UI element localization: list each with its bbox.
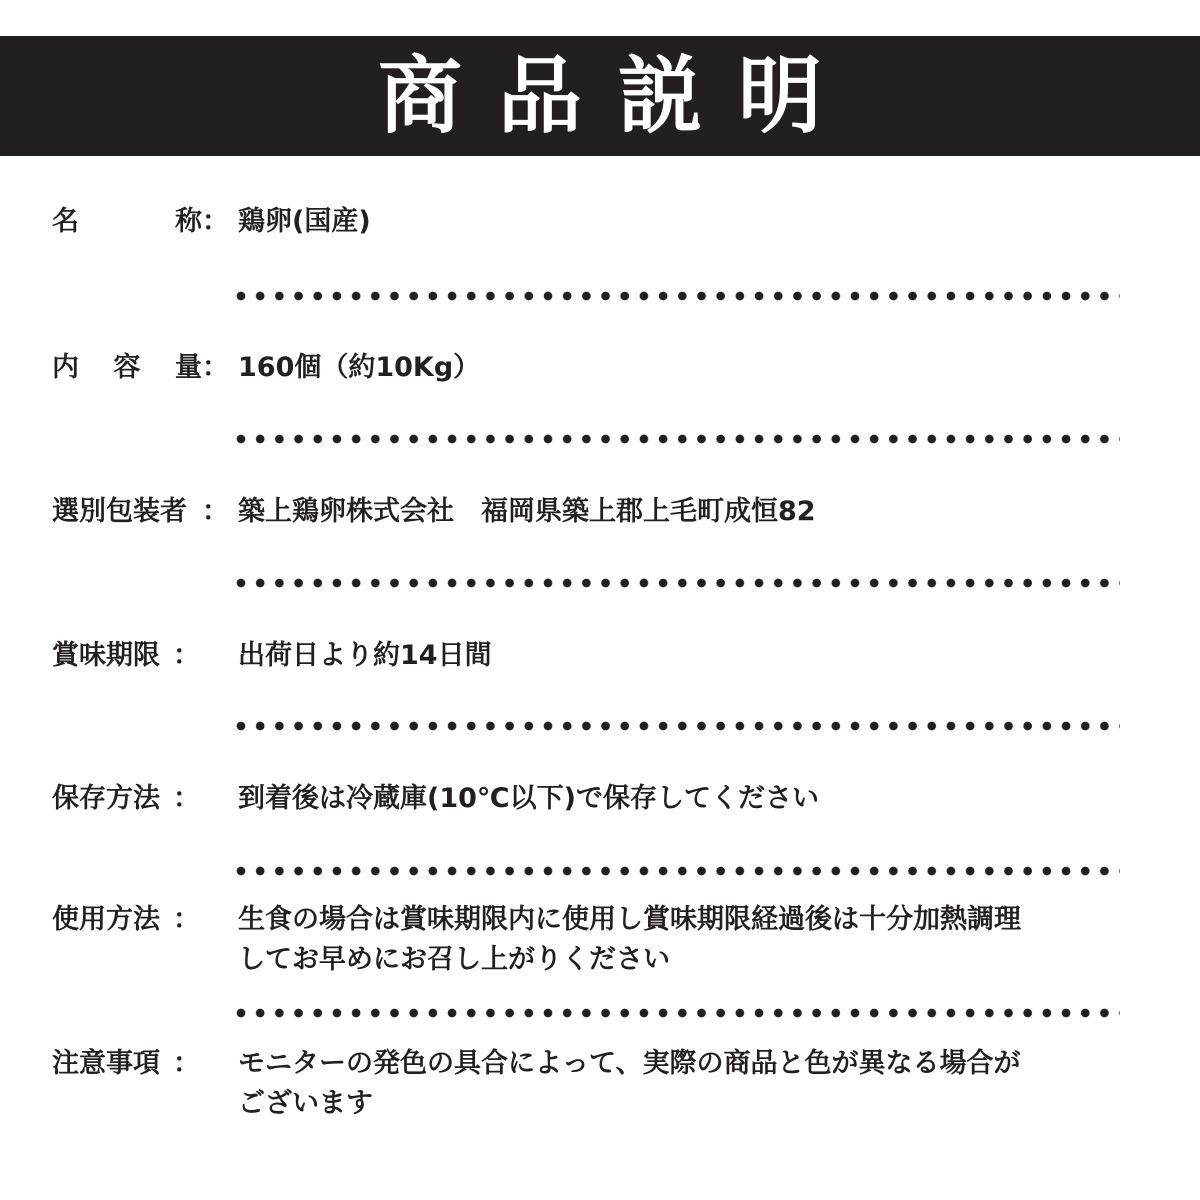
spec-value: 生食の場合は賞味期限内に使用し賞味期限経過後は十分加熱調理 してお早めにお召し上がりください [238, 904, 1021, 975]
spec-label: 賞味期限 [52, 640, 160, 671]
spec-label: 選別包装者 [52, 496, 187, 527]
page-title: 商品説明 [377, 47, 858, 145]
dotted-divider [236, 721, 1120, 731]
spec-colon: ： [173, 1048, 200, 1079]
spec-label: 注意事項 [52, 1048, 160, 1079]
dotted-divider [236, 434, 1120, 444]
dotted-divider [236, 1008, 1120, 1018]
spec-label: 保存方法 [52, 783, 160, 814]
spec-label: 内 容 量 [52, 352, 202, 383]
spec-colon: ： [202, 206, 229, 237]
spec-colon: ： [173, 640, 200, 671]
spec-value: 到着後は冷蔵庫(10℃以下)で保存してください [238, 783, 819, 814]
dotted-divider [236, 578, 1120, 588]
spec-value: 築上鶏卵株式会社 福岡県築上郡上毛町成恒82 [238, 496, 816, 527]
spec-value: 出荷日より約14日間 [238, 640, 492, 671]
spec-value: モニターの発色の具合によって、実際の商品と色が異なる場合が ございます [238, 1048, 1021, 1119]
spec-colon: ： [202, 352, 229, 383]
header-banner [0, 36, 1200, 156]
spec-value: 鶏卵(国産) [238, 206, 371, 237]
spec-label: 名 称 [52, 206, 202, 237]
spec-colon: ： [173, 783, 200, 814]
spec-value: 160個（約10Kg） [238, 352, 481, 383]
spec-colon: ： [202, 496, 229, 527]
dotted-divider [236, 866, 1120, 876]
dotted-divider [236, 291, 1120, 301]
spec-label: 使用方法 [52, 904, 160, 935]
spec-colon: ： [173, 904, 200, 935]
